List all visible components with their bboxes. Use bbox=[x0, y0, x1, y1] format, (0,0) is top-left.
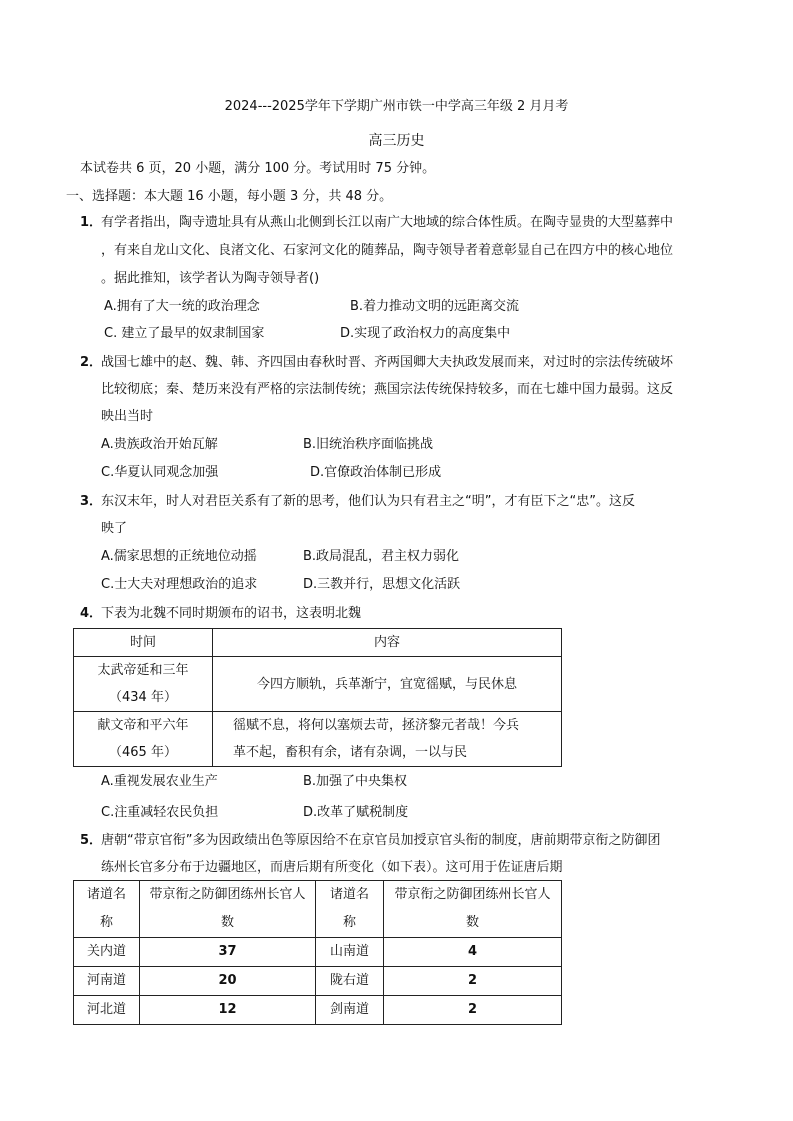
option-c[interactable]: C.华夏认同观念加强 bbox=[101, 465, 219, 480]
exam-intro: 本试卷共 6 页，20 小题，满分 100 分。考试用时 75 分钟。 bbox=[80, 161, 436, 176]
question-text-line: 映了 bbox=[101, 521, 128, 536]
table-header-cell bbox=[74, 881, 140, 938]
table-header-cell bbox=[384, 881, 562, 938]
cell-line: 革不起，畜积有余，诸有杂调，一以与民 bbox=[233, 745, 468, 760]
table-cell-content bbox=[213, 712, 562, 767]
table-cell: 陇右道 bbox=[316, 967, 384, 996]
question-text-line: 练州长官多分布于边疆地区，而唐后期有所变化（如下表）。这可用于佐证唐后期 bbox=[101, 860, 563, 875]
cell-line: 今四方顺轨，兵革渐宁，宜宽徭赋，与民休息 bbox=[256, 676, 517, 692]
question-number: 2． bbox=[80, 355, 103, 370]
cell-line: 称 bbox=[342, 915, 356, 930]
option-b[interactable]: B.旧统治秩序面临挑战 bbox=[303, 437, 434, 452]
question-text-line: 战国七雄中的赵、魏、韩、齐四国由春秋时晋、齐两国卿大夫执政发展而来，对过时的宗法传统破坏 bbox=[101, 355, 674, 370]
table-cell: 河北道 bbox=[74, 996, 140, 1025]
question-number: 3． bbox=[80, 494, 103, 509]
table-cell: 4 bbox=[384, 938, 562, 967]
subject-title: 高三历史 bbox=[368, 133, 425, 149]
option-b[interactable]: B.政局混乱，君主权力弱化 bbox=[303, 549, 460, 564]
edict-table bbox=[73, 628, 562, 767]
table-header-row bbox=[74, 881, 562, 938]
option-c[interactable]: C.士大夫对理想政治的追求 bbox=[101, 577, 258, 592]
cell-line: 数 bbox=[220, 915, 234, 930]
table-cell: 12 bbox=[140, 996, 316, 1025]
cell-line: 带京衔之防御团练州长官人 bbox=[394, 887, 551, 902]
table-header-cell: 内容 bbox=[213, 629, 562, 657]
option-a[interactable]: A.重视发展农业生产 bbox=[101, 774, 218, 789]
question-text-line: 下表为北魏不同时期颁布的诏书，这表明北魏 bbox=[101, 606, 362, 621]
table-cell-time bbox=[74, 712, 213, 767]
table-cell: 37 bbox=[140, 938, 316, 967]
question-text-line: 比较彻底；秦、楚历来没有严格的宗法制传统；燕国宗法传统保持较多，而在七雄中国力最弱。这反 bbox=[101, 382, 674, 397]
question-text-line: 。据此推知，该学者认为陶寺领导者() bbox=[101, 271, 320, 286]
table-header-row bbox=[74, 629, 562, 657]
option-d[interactable]: D.官僚政治体制已形成 bbox=[310, 465, 442, 480]
section-heading: 一、选择题：本大题 16 小题，每小题 3 分，共 48 分。 bbox=[66, 189, 393, 204]
question-number: 4． bbox=[80, 606, 103, 621]
question-text-line: 唐朝“带京官衔”多为因政绩出色等原因给不在京官员加授京官头衔的制度，唐前期带京衔之防御团 bbox=[101, 833, 661, 848]
table-cell-content bbox=[213, 657, 562, 712]
cell-line: 诸道名 bbox=[86, 887, 126, 902]
table-row bbox=[74, 938, 562, 967]
official-count-table bbox=[73, 880, 562, 1025]
table-cell: 20 bbox=[140, 967, 316, 996]
cell-line: 太武帝延和三年 bbox=[97, 663, 189, 678]
question-number: 5． bbox=[80, 833, 103, 848]
table-cell: 剑南道 bbox=[316, 996, 384, 1025]
cell-line: 称 bbox=[99, 915, 113, 930]
table-cell: 关内道 bbox=[74, 938, 140, 967]
cell-line: （465 年） bbox=[109, 745, 177, 760]
question-text-line: 映出当时 bbox=[101, 409, 154, 424]
table-row bbox=[74, 967, 562, 996]
option-a[interactable]: A.儒家思想的正统地位动摇 bbox=[101, 549, 257, 564]
question-text-line: 有学者指出，陶寺遗址具有从燕山北侧到长江以南广大地域的综合体性质。在陶寺显贵的大型墓葬中 bbox=[101, 215, 674, 230]
cell-line: 诸道名 bbox=[329, 887, 369, 902]
table-cell: 河南道 bbox=[74, 967, 140, 996]
table-header-cell bbox=[140, 881, 316, 938]
cell-line: 献文帝和平六年 bbox=[97, 718, 189, 733]
table-row bbox=[74, 657, 562, 712]
option-a[interactable]: A.贵族政治开始瓦解 bbox=[101, 437, 218, 452]
table-header-cell bbox=[316, 881, 384, 938]
option-d[interactable]: D.三教并行，思想文化活跃 bbox=[303, 577, 461, 592]
table-cell-time bbox=[74, 657, 213, 712]
option-b[interactable]: B.加强了中央集权 bbox=[303, 774, 408, 789]
option-c[interactable]: C. 建立了最早的奴隶制国家 bbox=[104, 326, 265, 341]
cell-line: 数 bbox=[465, 915, 479, 930]
table-row bbox=[74, 712, 562, 767]
option-b[interactable]: B.着力推动文明的远距离交流 bbox=[350, 299, 520, 314]
table-cell: 2 bbox=[384, 996, 562, 1025]
table-row bbox=[74, 996, 562, 1025]
option-a[interactable]: A.拥有了大一统的政治理念 bbox=[104, 299, 260, 314]
cell-line: 带京衔之防御团练州长官人 bbox=[149, 887, 306, 902]
table-cell: 2 bbox=[384, 967, 562, 996]
exam-title: 2024---2025学年下学期广州市铁一中学高三年级 2 月月考 bbox=[224, 99, 569, 114]
question-number: 1． bbox=[80, 215, 103, 230]
option-d[interactable]: D.改革了赋税制度 bbox=[303, 805, 409, 820]
option-d[interactable]: D.实现了政治权力的高度集中 bbox=[340, 326, 511, 341]
option-c[interactable]: C.注重减轻农民负担 bbox=[101, 805, 219, 820]
question-text-line: 东汉末年，时人对君臣关系有了新的思考，他们认为只有君主之“明”，才有臣下之“忠”。这反 bbox=[101, 494, 635, 509]
cell-line: （434 年） bbox=[109, 690, 177, 705]
table-header-cell: 时间 bbox=[74, 629, 213, 657]
cell-line: 徭赋不息，将何以塞烦去苛，拯济黎元者哉！今兵 bbox=[233, 718, 520, 733]
table-cell: 山南道 bbox=[316, 938, 384, 967]
question-text-line: ，有来自龙山文化、良渚文化、石家河文化的随葬品，陶寺领导者着意彰显自己在四方中的核心地位 bbox=[101, 243, 674, 258]
